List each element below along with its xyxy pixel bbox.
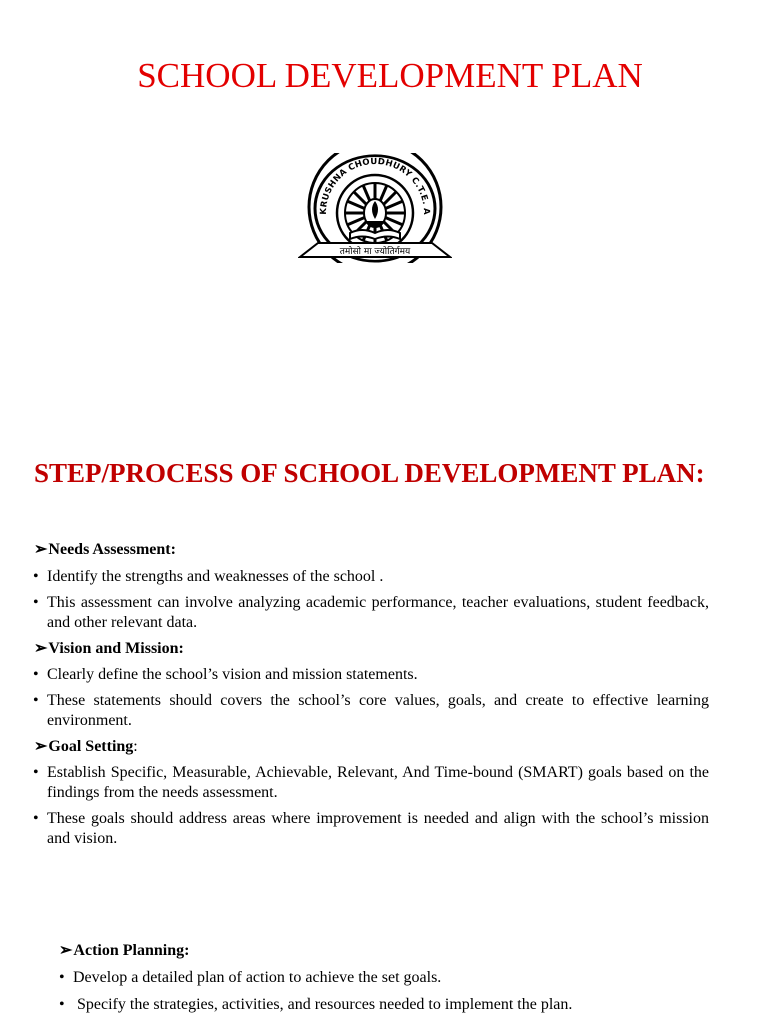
bullet-icon: •: [33, 810, 39, 827]
document-title: SCHOOL DEVELOPMENT PLAN: [137, 56, 643, 95]
list-item: • This assessment can involve analyzing academic performance, teacher evaluations, student feedback, and other relevant data.: [33, 594, 709, 631]
arrow-bullet-icon: ➢: [34, 640, 48, 657]
list-item: • These goals should address areas where improvement is needed and align with the school’s mission and vision.: [33, 810, 709, 847]
list-item: • Specify the strategies, activities, and resources needed to implement the plan.: [59, 996, 573, 1013]
arrow-bullet-icon: ➢: [34, 738, 48, 755]
section-heading: STEP/PROCESS OF SCHOOL DEVELOPMENT PLAN:: [34, 458, 705, 488]
bullet-icon: •: [59, 969, 65, 986]
bullet-icon: •: [59, 996, 65, 1013]
arrow-bullet-icon: ➢: [59, 942, 73, 959]
list-item: • These statements should covers the school’s core values, goals, and create to effective learning environment.: [33, 692, 709, 729]
bullet-icon: •: [33, 594, 39, 611]
list-item: • Develop a detailed plan of action to achieve the set goals.: [59, 969, 442, 986]
college-logo: [298, 153, 452, 263]
seal-arc-text: KRUSHNA CHOUDHURY C.T.E. A: [318, 156, 432, 216]
bullet-icon: •: [33, 568, 39, 585]
arrow-bullet-icon: ➢: [34, 541, 48, 558]
seal-banner-text: तमोसो मा ज्योतिर्गमय: [339, 247, 411, 257]
subheading-goal-setting: ➢Goal Setting:: [34, 738, 138, 755]
list-item: • Clearly define the school’s vision and mission statements.: [33, 666, 418, 683]
bullet-icon: •: [33, 666, 39, 683]
bullet-icon: •: [33, 692, 39, 709]
wheel-and-lamp-emblem-icon: [298, 153, 452, 263]
subheading-vision-mission: ➢Vision and Mission:: [34, 640, 184, 657]
list-item: • Establish Specific, Measurable, Achievable, Relevant, And Time-bound (SMART) goals based on the findings from the needs assessment.: [33, 764, 709, 801]
list-item: • Identify the strengths and weaknesses of the school .: [33, 568, 384, 585]
bullet-icon: •: [33, 764, 39, 781]
subheading-needs-assessment: ➢Needs Assessment:: [34, 541, 176, 558]
subheading-action-planning: ➢Action Planning:: [59, 942, 190, 959]
